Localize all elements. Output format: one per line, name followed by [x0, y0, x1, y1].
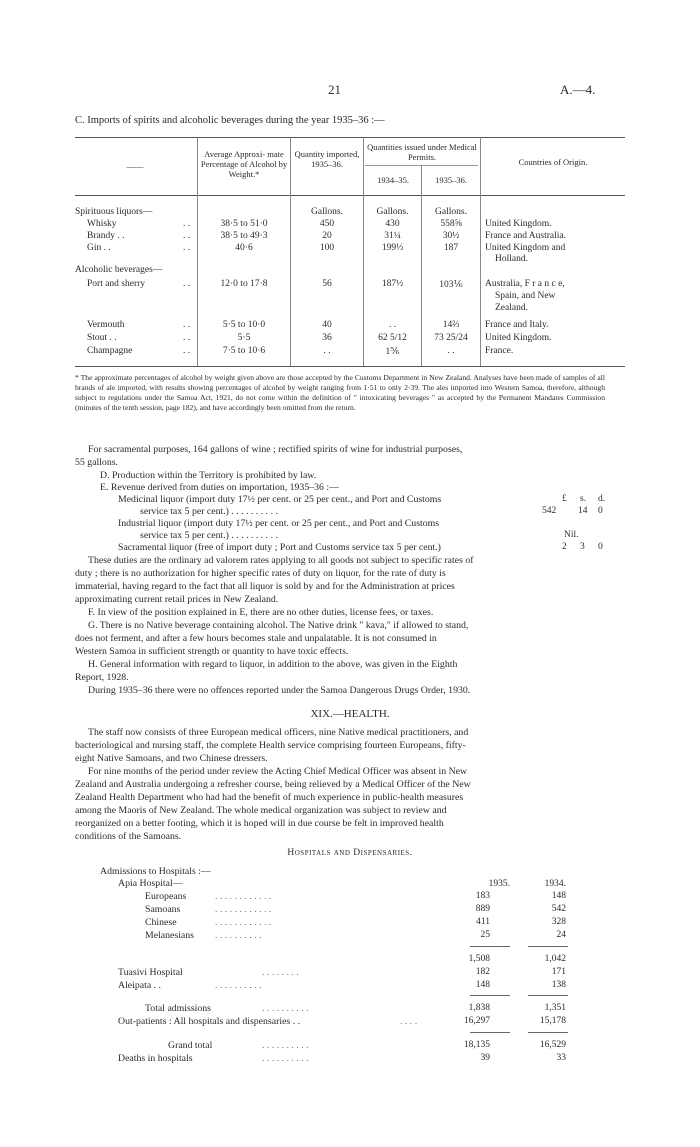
para-f: F. In view of the position explained in E, there are no other duties, license fees, or taxes. — [88, 607, 434, 618]
blank-header: —— — [126, 161, 144, 171]
tuasivi-1934: 171 — [551, 967, 566, 977]
row-origin: Zealand. — [495, 303, 528, 313]
deaths-label: Deaths in hospitals — [118, 1053, 193, 1064]
leader-dots: . . . . . . . . . . — [215, 980, 262, 991]
row-1934: 187½ — [381, 279, 404, 289]
row-1935: 558⅝ — [440, 219, 462, 229]
row-alcohol: 38·5 to 51·0 — [220, 219, 268, 229]
leader-dots: . . . . . . . . — [262, 967, 299, 978]
row-origin: France. — [485, 346, 514, 356]
industrial-liquor-line2: service tax 5 per cent.) . . . . . . . . . . — [140, 530, 278, 541]
hospital-value-1934: 542 — [551, 904, 566, 914]
money-head-pence: d. — [598, 494, 606, 504]
leader-dots: . . — [183, 243, 191, 253]
table-footnote: * The approximate percentages of alcohol by weight given above are those accepted by the Customs Department in New Zealand. Analyses have been made of samples of all brands of ale imported, with results showing percentages of alcohol by weight ranging from 1·51 to only 2·39. The ales imported into Western Samoa, therefore, although subject to regulations under the Samoa Act, 1921, do not come within the definition of " intoxicating beverages " as accepted by the Permanent Mandates Commission (minutes of the tenth session, page 182), and have accordingly been omitted from the return. — [75, 373, 605, 412]
sacramental-pounds: 2 — [562, 542, 567, 552]
aleipata-1934: 138 — [551, 980, 566, 990]
row-1934: 199⅓ — [381, 243, 404, 253]
medicinal-pence: 0 — [598, 506, 603, 516]
row-alcohol: 40·6 — [235, 243, 253, 253]
leader-dots: . . . . . . . . . . . . — [215, 904, 272, 915]
duties-para: These duties are the ordinary ad valorem rates applying to all goods not subject to specific rates of — [88, 555, 474, 566]
row-name: Brandy . . — [87, 231, 125, 241]
aleipata-label: Aleipata . . — [118, 980, 161, 991]
unit-label: Gallons. — [311, 207, 343, 217]
grand-total-label: Grand total — [168, 1040, 213, 1051]
money-head-shillings: s. — [580, 494, 587, 504]
total-admissions-1934: 1,351 — [544, 1003, 566, 1013]
health-officer-para: For nine months of the period under review the Acting Chief Medical Officer was absent in New — [88, 766, 468, 777]
hospital-value-1934: 328 — [551, 917, 566, 927]
hospital-row-label: Chinese — [145, 917, 177, 928]
sacramental-para: For sacramental purposes, 164 gallons of wine ; rectified spirits of wine for industrial purposes, — [88, 444, 463, 455]
industrial-liquor-line: Industrial liquor (import duty 17½ per cent. or 25 per cent., and Port and Customs — [118, 518, 440, 529]
para-g: G. There is no Native beverage containing alcohol. The Native drink " kava," if allowed to stand, — [88, 620, 469, 631]
admissions-label: Admissions to Hospitals :— — [100, 866, 211, 877]
para-g: Western Samoa in sufficient strength or quantity to have toxic effects. — [75, 646, 349, 657]
row-quantity: 36 — [322, 333, 332, 343]
sum-rule — [528, 1032, 568, 1033]
page-number: 21 — [328, 82, 341, 97]
para-h: H. General information with regard to liquor, in addition to the above, was given in the Eighth — [88, 659, 458, 670]
row-1934: 62 5/12 — [378, 333, 407, 343]
unit-label: Gallons. — [435, 207, 467, 217]
leader-dots: . . — [183, 279, 191, 289]
health-officer-para: Zealand Health Department who had had the benefit of much experience in public-health measures — [75, 792, 464, 803]
duties-para: duty ; there is no authorization for higher specific rates of duty on liquor, for the rate of duty is — [75, 568, 446, 579]
row-quantity: 450 — [319, 219, 335, 229]
health-officer-para: among the Maoris of New Zealand. The whole medical organization was subject to review and — [75, 805, 447, 816]
row-quantity: 56 — [322, 279, 332, 289]
row-name: Gin . . — [87, 243, 111, 253]
hospital-value-1935: 183 — [475, 891, 490, 901]
leader-dots: . . . . . . . . . . — [215, 930, 262, 941]
row-quantity: 100 — [319, 243, 335, 253]
outpatients-1935: 16,297 — [463, 1016, 490, 1026]
health-staff-para: bacteriological and nursing staff, the complete Health service comprising fourteen Europeans, fifty- — [75, 740, 466, 751]
sum-rule — [470, 946, 510, 947]
row-alcohol: 38·5 to 49·3 — [220, 231, 268, 241]
subtotal-1934: 1,042 — [544, 954, 566, 964]
hospital-row-label: Melanesians — [145, 930, 194, 941]
hospital-row-label: Europeans — [145, 891, 187, 902]
leader-dots: . . — [183, 320, 191, 330]
para-h: Report, 1928. — [75, 672, 129, 683]
leader-dots: . . . . — [400, 1016, 418, 1027]
tuasivi-label: Tuasivi Hospital — [118, 967, 183, 978]
hospital-row-label: Samoans — [145, 904, 181, 915]
health-heading: XIX.—HEALTH. — [310, 708, 390, 720]
row-alcohol: 5·5 to 10·0 — [222, 320, 266, 330]
leader-dots: . . — [183, 219, 191, 229]
health-officer-para: Zealand and Australia undergoing a refresher course, being relieved by a Medical Officer of the New — [75, 779, 471, 790]
leader-dots: . . . . . . . . . . — [262, 1003, 309, 1014]
health-staff-para: eight Native Samoans, and two Chinese dressers. — [75, 753, 268, 764]
leader-dots: . . . . . . . . . . . . — [215, 891, 272, 902]
group-label: Alcoholic beverages— — [75, 265, 163, 275]
leader-dots: . . . . . . . . . . . . — [215, 917, 272, 928]
permits-header: Quantities issued under Medical Permits. — [367, 142, 477, 162]
sum-rule — [470, 1032, 510, 1033]
row-name: Whisky — [87, 219, 117, 229]
health-officer-para: conditions of the Samoans. — [75, 831, 182, 842]
document-reference: A.—4. — [560, 82, 596, 97]
row-name: Stout . . — [87, 333, 117, 343]
medicinal-liquor-line2: service tax 5 per cent.) . . . . . . . . . . — [140, 506, 278, 517]
health-officer-para: reorganized on a better footing, which it is hoped will in due course be felt in improved health — [75, 818, 444, 829]
leader-dots: . . — [183, 346, 191, 356]
table-head-rule — [75, 195, 625, 196]
sum-rule — [528, 946, 568, 947]
row-origin: France and Australia. — [485, 231, 566, 241]
hospitals-table-title: Hospitals and Dispensaries. — [287, 848, 413, 858]
origin-header: Countries of Origin. — [518, 157, 588, 167]
table-bottom-rule — [75, 366, 625, 367]
table-top-rule — [75, 137, 625, 138]
row-origin: France and Italy. — [485, 320, 549, 330]
row-quantity: 40 — [322, 320, 332, 330]
sacramental-liquor-line: Sacramental liquor (free of import duty ; Port and Customs service tax 5 per cent.) — [118, 542, 441, 553]
row-origin: Australia, F r a n c e, — [485, 279, 565, 289]
row-1935: 30½ — [442, 231, 460, 241]
row-1934: . . — [388, 320, 397, 330]
row-name: Champagne — [87, 346, 133, 356]
col-1935-header: 1935. — [488, 879, 510, 889]
deaths-1935: 39 — [480, 1053, 490, 1063]
row-1935: 73 25/24 — [434, 333, 468, 343]
row-origin: United Kingdom and — [485, 243, 566, 253]
apia-hospital-label: Apia Hospital— — [118, 878, 183, 889]
hospital-value-1935: 25 — [480, 930, 490, 940]
group-label: Spirituous liquors— — [75, 207, 153, 217]
row-name: Vermouth — [87, 320, 125, 330]
row-origin: United Kingdom. — [485, 219, 552, 229]
total-admissions-label: Total admissions — [145, 1003, 211, 1014]
row-1935: 14⅔ — [442, 320, 460, 330]
row-name: Port and sherry — [87, 279, 146, 289]
industrial-value: Nil. — [564, 530, 579, 540]
deaths-1934: 33 — [556, 1053, 566, 1063]
row-origin: United Kingdom. — [485, 333, 552, 343]
subtotal-1935: 1,508 — [468, 954, 490, 964]
tuasivi-1935: 182 — [475, 967, 490, 977]
leader-dots: . . — [183, 231, 191, 241]
grand-total-1934: 16,529 — [539, 1040, 566, 1050]
row-1934: 31¼ — [384, 231, 401, 241]
row-1934: 430 — [385, 219, 400, 229]
leader-dots: . . — [183, 333, 191, 343]
sum-rule — [528, 995, 568, 996]
sacramental-shillings: 3 — [580, 542, 585, 552]
medicinal-liquor-line: Medicinal liquor (import duty 17½ per cent. or 25 per cent., and Port and Customs — [118, 494, 442, 505]
row-quantity: . . — [323, 346, 331, 356]
row-quantity: 20 — [322, 231, 332, 241]
row-origin: Holland. — [495, 254, 528, 264]
aleipata-1935: 148 — [475, 980, 490, 990]
grand-total-1935: 18,135 — [463, 1040, 490, 1050]
row-alcohol: 12·0 to 17·8 — [220, 279, 268, 289]
leader-dots: . . . . . . . . . . — [262, 1040, 309, 1051]
sacramental-pence: 0 — [598, 542, 603, 552]
row-1934: 1⅚ — [385, 347, 400, 357]
leader-dots: . . . . . . . . . . — [262, 1053, 309, 1064]
row-1935: . . — [447, 346, 455, 356]
row-origin: Spain, and New — [495, 291, 556, 301]
medicinal-pounds: 542 — [542, 506, 557, 516]
para-d: D. Production within the Territory is prohibited by law. — [100, 470, 317, 481]
hospital-value-1935: 889 — [475, 904, 490, 914]
outpatients-label: Out-patients : All hospitals and dispensaries . . — [118, 1016, 301, 1027]
section-c-intro: C. Imports of spirits and alcoholic beverages during the year 1935–36 :— — [75, 115, 385, 126]
sacramental-para-cont: 55 gallons. — [75, 457, 118, 468]
row-alcohol: 7·5 to 10·6 — [222, 346, 266, 356]
row-1935: 187 — [443, 243, 459, 253]
total-admissions-1935: 1,838 — [468, 1003, 490, 1013]
row-1935: 103⅙ — [439, 280, 463, 290]
col-1934-header: 1934. — [544, 879, 566, 889]
para-e: E. Revenue derived from duties on importation, 1935–36 :— — [100, 482, 339, 493]
hospital-value-1934: 148 — [551, 891, 566, 901]
year-1934-header: 1934–35. — [377, 175, 409, 185]
sum-rule — [470, 995, 510, 996]
para-g: does not ferment, and after a few hours becomes stale and unpalatable. It is not consumed in — [75, 633, 437, 644]
col-divider — [480, 137, 481, 366]
year-1935-header: 1935–36. — [435, 175, 467, 185]
unit-label: Gallons. — [376, 207, 409, 217]
medicinal-shillings: 14 — [578, 506, 588, 516]
outpatients-1934: 15,178 — [539, 1016, 566, 1026]
hospital-value-1935: 411 — [476, 917, 490, 927]
quantity-header: Quantity imported, 1935–36. — [294, 149, 360, 169]
health-staff-para: The staff now consists of three European medical officers, nine Native medical practitioners, and — [88, 727, 469, 738]
drugs-para: During 1935–36 there were no offences reported under the Samoa Dangerous Drugs Order, 1930. — [88, 685, 471, 696]
duties-para: immaterial, having regard to the fact that all liquor is sold by and for the Administration at prices — [75, 581, 455, 592]
money-head-pounds: £ — [562, 494, 567, 504]
hospital-value-1934: 24 — [556, 930, 566, 940]
alcohol-header: Average Approxi- mate Percentage of Alcohol by Weight.* — [200, 149, 288, 179]
row-alcohol: 5·5 — [237, 333, 251, 343]
duties-para: approximating current retail prices in New Zealand. — [75, 594, 279, 605]
